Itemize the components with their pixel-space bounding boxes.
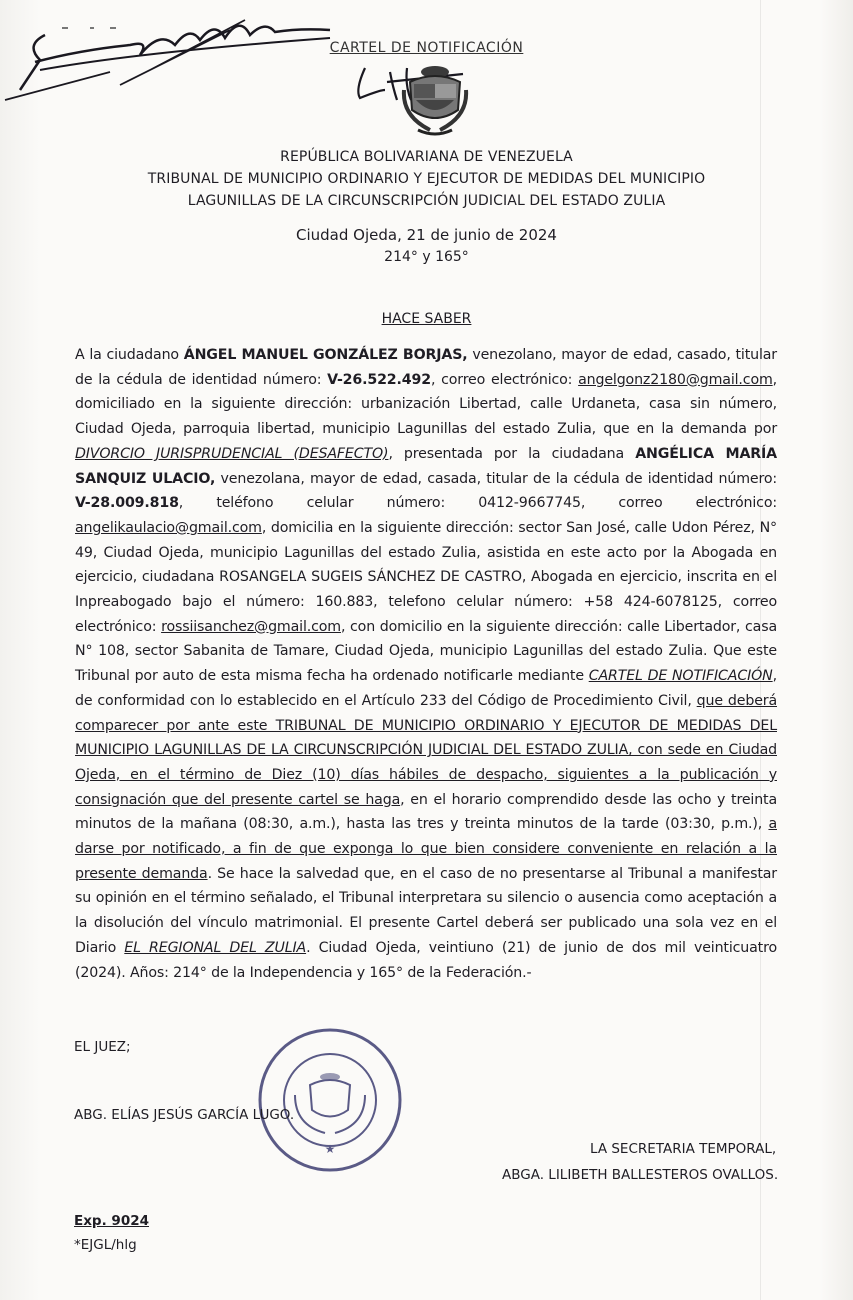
scan-mark [60,26,120,30]
lawyer-email-link[interactable]: rossiisanchez@gmail.com [161,618,341,635]
header-jurisdiction: LAGUNILLAS DE LA CIRCUNSCRIPCIÓN JUDICIAL DEL ESTADO ZULIA [187,193,666,209]
reference-initials: *EJGL/hlg [74,1237,137,1253]
case-type: DIVORCIO JURISPRUDENCIAL (DESAFECTO) [75,445,389,462]
secretary-role: LA SECRETARIA TEMPORAL, [590,1141,777,1157]
header-court: TRIBUNAL DE MUNICIPIO ORDINARIO Y EJECUTOR DE MEDIDAS DEL MUNICIPIO [147,171,706,187]
header-country: REPÚBLICA BOLIVARIANA DE VENEZUELA [280,149,573,165]
plaintiff-name: ANGÉLICA MARÍA SANQUIZ ULACIO, [75,445,778,487]
court-seal-icon [255,1025,405,1175]
document-title: CARTEL DE NOTIFICACIÓN [329,40,524,56]
appearance-clause: que deberá comparecer por ante este TRIBUNAL DE MUNICIPIO ORDINARIO Y EJECUTOR DE MEDIDAS DEL MUNICIPIO LAGUNILLAS DE LA CIRCUNSCRIPCIÓN JUDICIAL DEL ESTADO ZULIA, con sede en Ciudad Ojeda, en el término de Diez (10) días hábiles de despacho, siguientes a la publicación y consignación que del presente cartel se haga [75,692,777,808]
years-line: 214° y 165° [384,249,469,265]
file-number: Exp. 9024 [74,1213,149,1229]
defendant-id: V-26.522.492 [327,371,431,388]
cartel-reference: CARTEL DE NOTIFICACIÓN [588,668,773,685]
svg-text:★: ★ [324,1142,336,1156]
secretary-name: ABGA. LILIBETH BALLESTEROS OVALLOS. [502,1167,779,1183]
date-line: Ciudad Ojeda, 21 de junio de 2024 [296,226,557,244]
notice-body: A la ciudadano ÁNGEL MANUEL GONZÁLEZ BORJAS, venezolano, mayor de edad, casado, titular de la cédula de identidad número: V-26.522.492, correo electrónico: angelgonz2180@gmail.com, domiciliado en la siguiente dirección: urbanización Libertad, calle Urdaneta, casa sin número, Ciudad Ojeda, parroquia libertad, municipio Lagunillas del estado Zulia, que en la demanda por DIVORCIO JURISPRUDENCIAL (DESAFECTO), presentada por la ciudadana ANGÉLICA MARÍA SANQUIZ ULACIO, venezolana, mayor de edad, casada, titular de la cédula de identidad número: V-28.009.818, teléfono celular número: 0412-9667745, correo electrónico: angelikaulacio@gmail.com, domicilia en la siguiente dirección: sector San José, calle Udon Pérez, N° 49, Ciudad Ojeda, municipio Lagunillas del estado Zulia, asistida en este acto por la Abogada en ejercicio, ciudadana ROSANGELA SUGEIS SÁNCHEZ DE CASTRO, Abogada en ejercicio, inscrita en el Inpreabogado bajo el número: 160.883, telefono celular número: +58 424-6078125, correo electrónico: rossiisanchez@gmail.com, con domicilio en la siguiente dirección: calle Libertador, casa N° 108, sector Sabanita de Tamare, Ciudad Ojeda, municipio Lagunillas del estado Zulia. Que este Tribunal por auto de esta misma fecha ha ordenado notificarle mediante CARTEL DE NOTIFICACIÓN, de conformidad con lo establecido en el Artículo 233 del Código de Procedimiento Civil, que deberá comparecer por ante este TRIBUNAL DE MUNICIPIO ORDINARIO Y EJECUTOR DE MEDIDAS DEL MUNICIPIO LAGUNILLAS DE LA CIRCUNSCRIPCIÓN JUDICIAL DEL ESTADO ZULIA, con sede en Ciudad Ojeda, en el término de Diez (10) días hábiles de despacho, siguientes a la publicación y consignación que del presente cartel se haga, en el horario comprendido desde las ocho y treinta minutos de la mañana (08:30, a.m.), hasta las tres y treinta minutos de la tarde (03:30, p.m.), a darse por notificado, a fin de que exponga lo que bien considere conveniente en relación a la presente demanda. Se hace la salvedad que, en el caso de no presentarse al Tribunal a manifestar su opinión en el término señalado, el Tribunal interpretara su silencio o ausencia como aceptación a la disolución del vínculo matrimonial. El presente Cartel deberá ser publicado una sola vez en el Diario EL REGIONAL DEL ZULIA. Ciudad Ojeda, veintiuno (21) de junio de dos mil veinticuatro (2024). Años: 214° de la Independencia y 165° de la Federación.- [75,347,778,981]
plaintiff-id: V-28.009.818 [75,495,179,512]
notification-clause: a darse por notificado, a fin de que exponga lo que bien considere conveniente en relación a la presente demanda [75,816,777,882]
plaintiff-email-link[interactable]: angelikaulacio@gmail.com [75,519,262,536]
coat-of-arms-icon [400,60,470,138]
newspaper-name: EL REGIONAL DEL ZULIA [124,939,307,956]
defendant-email-link[interactable]: angelgonz2180@gmail.com [578,371,773,388]
judge-name: ABG. ELÍAS JESÚS GARCÍA LUGO. [74,1107,295,1123]
judge-label: EL JUEZ; [74,1039,131,1055]
defendant-name: ÁNGEL MANUEL GONZÁLEZ BORJAS, [183,347,468,363]
section-title: HACE SABER [381,311,472,327]
